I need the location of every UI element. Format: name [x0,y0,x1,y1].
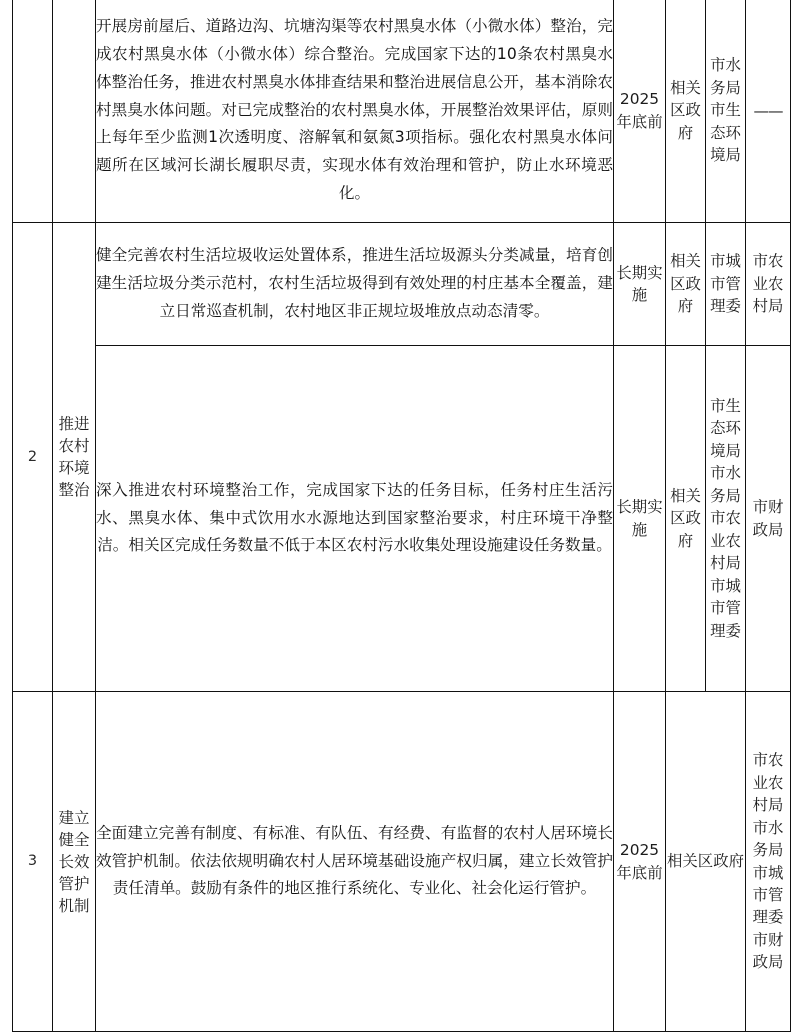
row-time-cell: 长期实施 [614,223,666,346]
row-owner-cell: 相关区政府 [666,0,706,223]
row-content-cell: 开展房前屋后、道路边沟、坑塘沟渠等农村黑臭水体（小微水体）整治，完成农村黑臭水体（小微水体）综合整治。完成国家下达的10条农村黑臭水体整治任务，推进农村黑臭水体排查结果和整治进展信息公开，基本消除农村黑臭水体问题。对已完成整治的农村黑臭水体，开展整治效果评估，原则上每年至少监测1次透明度、溶解氧和氨氮3项指标。强化农村黑臭水体问题所在区域河长湖长履职尽责，实现水体有效治理和管护，防止水环境恶化。 [96,0,614,223]
row-support-cell: 市农业农村局 [746,223,791,346]
row-support-cell: —— [746,0,791,223]
table-row [13,692,791,1032]
row-owner-cell: 相关区政府 [666,223,706,346]
table-row [13,346,791,692]
table-row [13,0,791,223]
row-content-cell: 健全完善农村生活垃圾收运处置体系，推进生活垃圾源头分类减量，培育创建生活垃圾分类示范村，农村生活垃圾得到有效处理的村庄基本全覆盖，建立日常巡查机制，农村地区非正规垃圾堆放点动态清零。 [96,223,614,346]
row-index-cell [13,0,53,223]
task-table [12,0,791,1032]
row-time-cell: 2025年底前 [614,0,666,223]
row-lead-cell: 市生态环境局市水务局市农业农村局市城市管理委 [706,346,746,692]
row-support-cell: 市农业农村局市水务局市城市管理委市财政局 [746,692,791,1032]
row-content-cell: 全面建立完善有制度、有标准、有队伍、有经费、有监督的农村人居环境长效管护机制。依法依规明确农村人居环境基础设施产权归属，建立长效管护责任清单。鼓励有条件的地区推行系统化、专业化、社会化运行管护。 [96,692,614,1032]
row-lead-cell: 市城市管理委 [706,223,746,346]
row-time-cell: 长期实施 [614,346,666,692]
row-index-cell: 3 [13,692,53,1032]
row-name-cell [53,0,96,223]
row-owner-cell: 相关区政府 [666,692,746,1032]
row-name-cell: 推进农村环境整治 [53,223,96,692]
row-index-cell: 2 [13,223,53,692]
row-content-cell: 深入推进农村环境整治工作，完成国家下达的任务目标，任务村庄生活污水、黑臭水体、集中式饮用水水源地达到国家整治要求，村庄环境干净整洁。相关区完成任务数量不低于本区农村污水收集处理设施建设任务数量。 [96,346,614,692]
row-support-cell: 市财政局 [746,346,791,692]
row-owner-cell: 相关区政府 [666,346,706,692]
row-time-cell: 2025年底前 [614,692,666,1032]
table-row [13,223,791,346]
row-name-cell: 建立健全长效管护机制 [53,692,96,1032]
row-lead-cell: 市水务局市生态环境局 [706,0,746,223]
